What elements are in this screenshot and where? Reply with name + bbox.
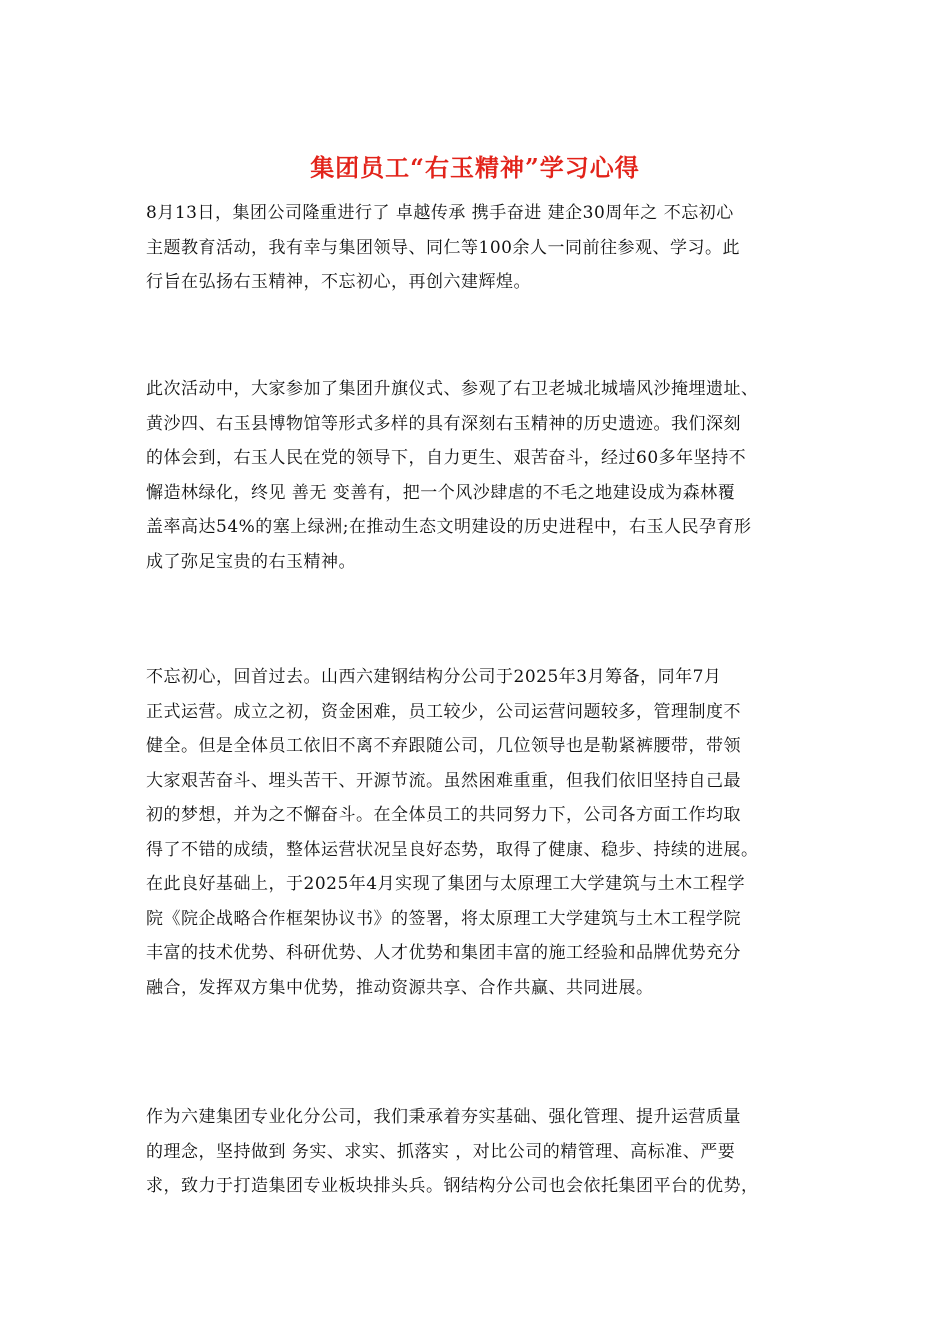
paragraph-line: 懈造林绿化，终见 善无 变善有，把一个风沙肆虐的不毛之地建设成为森林覆 (146, 482, 736, 503)
paragraph-line: 主题教育活动，我有幸与集团领导、同仁等100余人一同前往参观、学习。此 (146, 237, 740, 258)
paragraph-line: 丰富的技术优势、科研优势、人才优势和集团丰富的施工经验和品牌优势充分 (146, 943, 741, 963)
paragraph-line: 正式运营。成立之初，资金困难，员工较少，公司运营问题较多，管理制度不 (146, 701, 741, 722)
paragraph-line: 得了不错的成绩，整体运营状况呈良好态势，取得了健康、稳步、持续的进展。 (146, 839, 759, 860)
paragraph-line: 院《院企战略合作框架协议书》的签署，将太原理工大学建筑与土木工程学院 (146, 908, 741, 929)
paragraph-4 (146, 1100, 806, 1204)
paragraph-line: 不忘初心，回首过去。山西六建钢结构分公司于2025年3月筹备，同年7月 (146, 667, 722, 687)
paragraph-line: 成了弥足宝贵的右玉精神。 (146, 551, 356, 572)
paragraph-line: 求，致力于打造集团专业板块排头兵。钢结构分公司也会依托集团平台的优势， (146, 1176, 759, 1196)
paragraph-line: 大家艰苦奋斗、埋头苦干、开源节流。虽然困难重重，但我们依旧坚持自己最 (146, 770, 741, 791)
paragraph-line: 的体会到，右玉人民在党的领导下，自力更生、艰苦奋斗，经过60多年坚持不 (146, 448, 747, 468)
paragraph-line: 此次活动中，大家参加了集团升旗仪式、参观了右卫老城北城墙风沙掩埋遗址、 (146, 379, 759, 399)
paragraph-line: 初的梦想，并为之不懈奋斗。在全体员工的共同努力下，公司各方面工作均取 (146, 805, 741, 825)
document-title: 集团员工“右玉精神”学习心得 (310, 153, 640, 182)
paragraph-line: 作为六建集团专业化分公司，我们秉承着夯实基础、强化管理、提升运营质量 (146, 1107, 741, 1127)
paragraph-2 (146, 372, 806, 579)
paragraph-line: 在此良好基础上，于2025年4月实现了集团与太原理工大学建筑与土木工程学 (146, 874, 746, 894)
paragraph-line: 行旨在弘扬右玉精神，不忘初心，再创六建辉煌。 (146, 272, 531, 292)
paragraph-line: 盖率高达54%的塞上绿洲;在推动生态文明建设的历史进程中，右玉人民孕育形 (146, 517, 752, 537)
paragraph-3 (146, 660, 806, 1005)
paragraph-line: 融合，发挥双方集中优势，推动资源共享、合作共赢、共同进展。 (146, 977, 654, 998)
paragraph-line: 的理念，坚持做到 务实、求实、抓落实 ，对比公司的精管理、高标准、严要 (146, 1141, 736, 1162)
paragraph-1 (146, 196, 806, 300)
paragraph-line: 健全。但是全体员工依旧不离不弃跟随公司，几位领导也是勒紧裤腰带，带领 (146, 736, 741, 756)
paragraph-line: 8月13日，集团公司隆重进行了 卓越传承 携手奋进 建企30周年之 不忘初心 (146, 203, 734, 223)
paragraph-line: 黄沙四、右玉县博物馆等形式多样的具有深刻右玉精神的历史遗迹。我们深刻 (146, 413, 741, 434)
